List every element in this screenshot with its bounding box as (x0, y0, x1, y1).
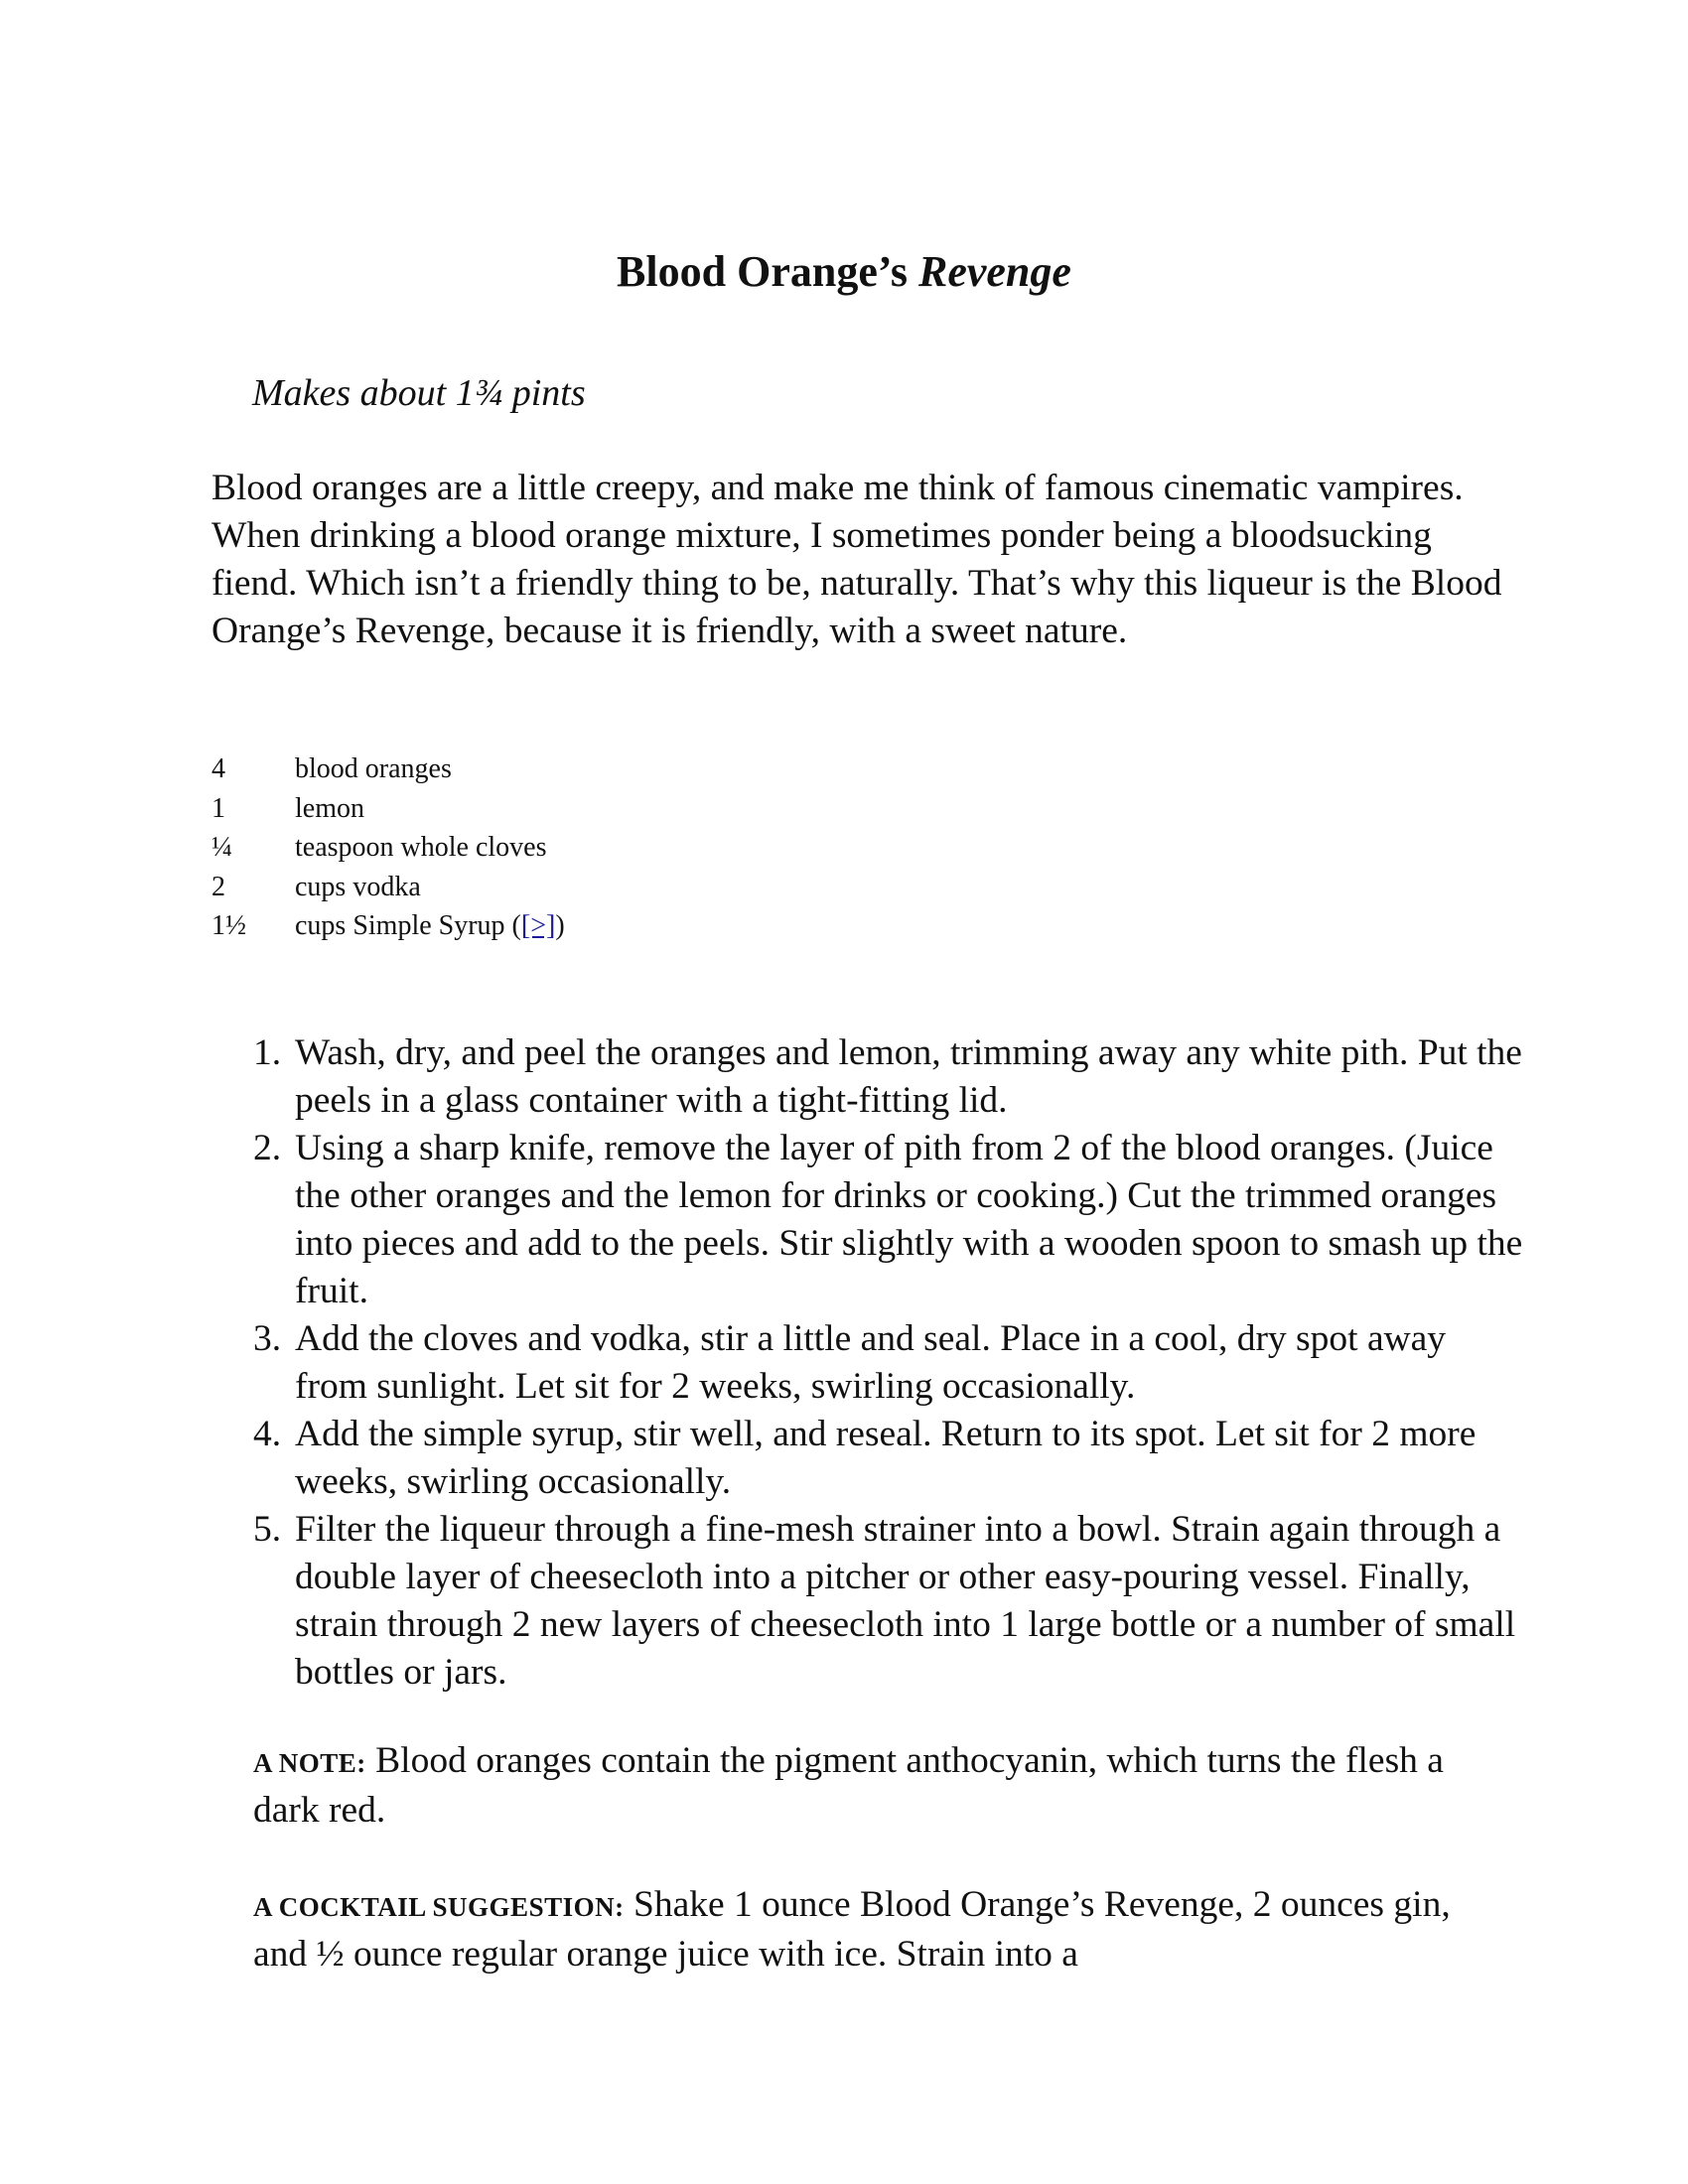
title-italic: Revenge (918, 247, 1071, 296)
recipe-yield: Makes about 1¾ pints (252, 372, 586, 414)
ingredient-quantity: ¼ (211, 832, 232, 863)
ingredient-item (211, 868, 565, 907)
note-text: Blood oranges contain the pigment anthocyanin, which turns the flesh a dark red. (253, 1740, 1444, 1831)
step-text: Add the cloves and vodka, stir a little and seal. Place in a cool, dry spot away from sunlight. Let sit for 2 weeks, swirling occasionally. (295, 1318, 1447, 1407)
ingredient-name: cups Simple Syrup ( (295, 910, 521, 941)
step-item (253, 1029, 1524, 1125)
cocktail-suggestion-paragraph (253, 1881, 1504, 1979)
ingredient-name: teaspoon whole cloves (295, 832, 547, 863)
title-main: Blood Orange’s (617, 247, 918, 296)
step-number: 3. (253, 1318, 282, 1359)
step-item (253, 1411, 1524, 1506)
recipe-title (0, 242, 1688, 302)
step-number: 4. (253, 1414, 282, 1454)
step-text: Filter the liqueur through a fine-mesh strainer into a bowl. Strain again through a double layer of cheesecloth into a pitcher or other easy-pouring vessel. Finally, strain through 2 new layers of cheesecloth into 1 large bottle or a number of small bottles or jars. (295, 1509, 1516, 1693)
ingredient-item (211, 750, 565, 789)
ingredient-quantity: 2 (211, 871, 225, 902)
note-paragraph (253, 1737, 1504, 1835)
cocktail-text: Shake 1 ounce Blood Orange’s Revenge, 2 ounces gin, and ½ ounce regular orange juice with ice. Strain into a (253, 1884, 1451, 1975)
intro-paragraph: Blood oranges are a little creepy, and make me think of famous cinematic vampires. When drinking a blood orange mixture, I sometimes ponder being a bloodsucking fiend. Which isn’t a friendly thing to be, naturally. That’s why this liqueur is the Blood Orange’s Revenge, because it is friendly, with a sweet nature. (211, 468, 1502, 651)
cocktail-label: A COCKTAIL SUGGESTION: (253, 1892, 625, 1922)
step-text: Wash, dry, and peel the oranges and lemon, trimming away any white pith. Put the peels in a glass container with a tight-fitting lid. (295, 1032, 1522, 1121)
instruction-steps (253, 1029, 1524, 1697)
note-label: A NOTE: (253, 1748, 366, 1778)
step-item (253, 1506, 1524, 1697)
step-number: 5. (253, 1509, 282, 1550)
simple-syrup-link[interactable]: [>] (520, 910, 556, 941)
ingredient-quantity: 1½ (211, 910, 246, 941)
ingredient-name-suffix: ) (555, 910, 565, 941)
step-item (253, 1125, 1524, 1315)
ingredient-item (211, 906, 565, 946)
step-item (253, 1315, 1524, 1411)
ingredient-quantity: 4 (211, 753, 225, 784)
ingredient-name: blood oranges (295, 753, 452, 784)
step-text: Using a sharp knife, remove the layer of pith from 2 of the blood oranges. (Juice the other oranges and the lemon for drinks or cooking.) Cut the trimmed oranges into pieces and add to the peels. Stir slightly with a wooden spoon to smash up the fruit. (295, 1128, 1523, 1311)
ingredient-name: lemon (295, 792, 364, 824)
ingredient-list (211, 750, 565, 946)
step-number: 1. (253, 1032, 282, 1073)
ingredient-name: cups vodka (295, 871, 421, 902)
ingredient-name-wrap (295, 906, 565, 946)
ingredient-item (211, 789, 565, 829)
ingredient-item (211, 828, 565, 868)
step-number: 2. (253, 1128, 282, 1168)
step-text: Add the simple syrup, stir well, and reseal. Return to its spot. Let sit for 2 more weeks, swirling occasionally. (295, 1414, 1477, 1502)
ingredient-quantity: 1 (211, 792, 225, 824)
